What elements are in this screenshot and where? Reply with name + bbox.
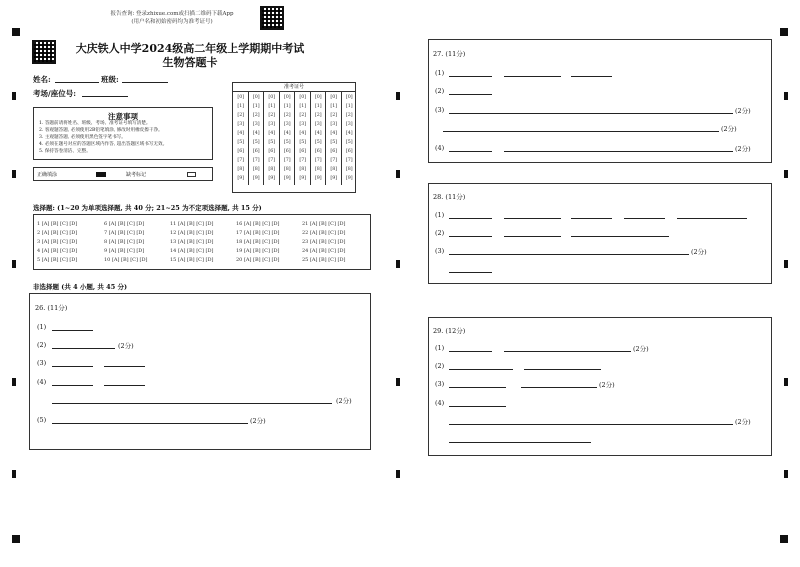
answer-line[interactable] xyxy=(571,76,612,77)
question-26-head: 26. (11分) xyxy=(35,304,68,312)
ticket-digit-bubble[interactable]: [3] xyxy=(237,122,245,127)
ticket-title: 准考证号 xyxy=(233,83,355,92)
timing-mark xyxy=(784,378,788,386)
answer-line[interactable] xyxy=(104,385,145,386)
ticket-digit-column xyxy=(311,92,327,185)
ticket-digit-bubble[interactable]: [2] xyxy=(252,113,260,118)
ticket-digit-bubble[interactable]: [3] xyxy=(345,122,353,127)
ticket-digit-bubble[interactable]: [1] xyxy=(345,104,353,109)
ticket-digit-bubble[interactable]: [0] xyxy=(330,95,338,100)
timing-mark xyxy=(12,170,16,178)
ticket-digit-bubble[interactable]: [1] xyxy=(314,104,322,109)
notice-item: 5. 保持答卷清洁、完整。 xyxy=(39,149,91,154)
choice-item[interactable]: 21 [A] [B] [C] [D] xyxy=(302,221,346,227)
q29-sub-4: (4) xyxy=(435,399,445,407)
page-title: 大庆铁人中学2024级高二年级上学期期中考试 xyxy=(75,42,305,55)
ticket-digit-bubble[interactable]: [9] xyxy=(237,176,245,181)
answer-line[interactable] xyxy=(677,218,747,219)
answer-line[interactable] xyxy=(449,218,492,219)
ticket-digit-bubble[interactable]: [2] xyxy=(268,113,276,118)
ticket-digit-bubble[interactable]: [2] xyxy=(237,113,245,118)
ticket-digit-bubble[interactable]: [1] xyxy=(268,104,276,109)
ticket-digit-bubble[interactable]: [1] xyxy=(237,104,245,109)
answer-line[interactable] xyxy=(449,406,506,407)
answer-line[interactable] xyxy=(449,387,506,388)
q27-sub-4-score: (2分) xyxy=(735,145,751,153)
timing-mark xyxy=(396,378,400,386)
ticket-digit-bubble[interactable]: [4] xyxy=(237,131,245,136)
answer-line[interactable] xyxy=(52,423,248,424)
answer-line[interactable] xyxy=(449,76,492,77)
timing-mark xyxy=(12,260,16,268)
answer-line[interactable] xyxy=(52,330,93,331)
choice-item[interactable]: 13 [A] [B] [C] [D] xyxy=(170,239,214,245)
ticket-digit-bubble[interactable]: [3] xyxy=(314,122,322,127)
ticket-digit-bubble[interactable]: [4] xyxy=(345,131,353,136)
ticket-digit-bubble[interactable]: [8] xyxy=(268,167,276,172)
ticket-digit-bubble[interactable]: [3] xyxy=(330,122,338,127)
answer-line[interactable] xyxy=(504,76,561,77)
qr-code-icon xyxy=(260,6,284,30)
ticket-digit-bubble[interactable]: [9] xyxy=(330,176,338,181)
nonchoice-section-title: 非选择题 (共 4 小题, 共 45 分) xyxy=(33,283,128,291)
name-field[interactable] xyxy=(55,82,99,83)
answer-line[interactable] xyxy=(449,236,492,237)
q29-sub-1: (1) xyxy=(435,344,445,352)
answer-line[interactable] xyxy=(104,366,145,367)
ticket-digit-bubble[interactable]: [5] xyxy=(283,140,291,145)
ticket-digit-bubble[interactable]: [0] xyxy=(345,95,353,100)
ticket-number-grid xyxy=(232,82,356,193)
choice-item[interactable]: 18 [A] [B] [C] [D] xyxy=(236,239,280,245)
q29-sub-3: (3) xyxy=(435,380,445,388)
ticket-digit-bubble[interactable]: [6] xyxy=(268,149,276,154)
ticket-digit-bubble[interactable]: [2] xyxy=(299,113,307,118)
ticket-digit-bubble[interactable]: [9] xyxy=(314,176,322,181)
answer-line[interactable] xyxy=(504,151,733,152)
choice-box xyxy=(33,214,371,270)
ticket-digit-bubble[interactable]: [6] xyxy=(237,149,245,154)
ticket-digit-column xyxy=(295,92,311,185)
class-field[interactable] xyxy=(122,82,168,83)
ticket-digit-bubble[interactable]: [8] xyxy=(314,167,322,172)
timing-mark xyxy=(784,260,788,268)
q29-sub-1-score: (2分) xyxy=(633,345,649,353)
timing-mark xyxy=(780,535,788,543)
choice-item[interactable]: 3 [A] [B] [C] [D] xyxy=(37,239,78,245)
timing-mark xyxy=(396,92,400,100)
ticket-digit-bubble[interactable]: [0] xyxy=(283,95,291,100)
timing-mark xyxy=(784,92,788,100)
ticket-digit-bubble[interactable]: [1] xyxy=(299,104,307,109)
ticket-digit-column xyxy=(342,92,358,185)
ticket-digit-bubble[interactable]: [7] xyxy=(299,158,307,163)
ticket-digit-bubble[interactable]: [4] xyxy=(330,131,338,136)
choice-item[interactable]: 25 [A] [B] [C] [D] xyxy=(302,257,346,263)
choice-item[interactable]: 16 [A] [B] [C] [D] xyxy=(236,221,280,227)
ticket-digit-bubble[interactable]: [7] xyxy=(330,158,338,163)
choice-item[interactable]: 7 [A] [B] [C] [D] xyxy=(104,230,145,236)
answer-line[interactable] xyxy=(571,236,669,237)
ticket-digit-bubble[interactable]: [9] xyxy=(345,176,353,181)
choice-item[interactable]: 6 [A] [B] [C] [D] xyxy=(104,221,145,227)
answer-line[interactable] xyxy=(443,131,719,132)
ticket-digit-column xyxy=(264,92,280,185)
notice-item: 2. 客观题答题, 必须使用2B铅笔填涂, 修改时用橡皮擦干净。 xyxy=(39,128,163,133)
ticket-digit-bubble[interactable]: [8] xyxy=(283,167,291,172)
q26-sub-2-score: (2分) xyxy=(118,342,134,350)
ticket-digit-bubble[interactable]: [9] xyxy=(268,176,276,181)
correct-fill-label: 正确填涂 xyxy=(37,172,58,178)
answer-line[interactable] xyxy=(449,94,492,95)
answer-line[interactable] xyxy=(52,385,93,386)
answer-line[interactable] xyxy=(449,113,733,114)
answer-line[interactable] xyxy=(449,442,591,443)
ticket-digit-bubble[interactable]: [6] xyxy=(252,149,260,154)
timing-mark xyxy=(780,28,788,36)
ticket-digit-bubble[interactable]: [5] xyxy=(237,140,245,145)
q27-sub-4: (4) xyxy=(435,144,445,152)
room-seat-field[interactable] xyxy=(82,96,128,97)
answer-line[interactable] xyxy=(52,366,93,367)
timing-mark xyxy=(12,92,16,100)
ticket-digit-bubble[interactable]: [6] xyxy=(345,149,353,154)
choice-item[interactable]: 2 [A] [B] [C] [D] xyxy=(37,230,78,236)
ticket-digit-bubble[interactable]: [8] xyxy=(252,167,260,172)
choice-item[interactable]: 24 [A] [B] [C] [D] xyxy=(302,248,346,254)
ticket-digit-bubble[interactable]: [2] xyxy=(345,113,353,118)
choice-item[interactable]: 5 [A] [B] [C] [D] xyxy=(37,257,78,263)
ticket-digit-column xyxy=(280,92,296,185)
q27-sub-2: (2) xyxy=(435,87,445,95)
choice-item[interactable]: 1 [A] [B] [C] [D] xyxy=(37,221,78,227)
ticket-digit-bubble[interactable]: [2] xyxy=(314,113,322,118)
ticket-digit-bubble[interactable]: [5] xyxy=(330,140,338,145)
notice-title: 注意事项 xyxy=(108,112,138,121)
ticket-digit-bubble[interactable]: [7] xyxy=(252,158,260,163)
ticket-digit-bubble[interactable]: [0] xyxy=(268,95,276,100)
question-26-box xyxy=(29,293,371,450)
ticket-digit-bubble[interactable]: [5] xyxy=(268,140,276,145)
timing-mark xyxy=(12,535,20,543)
answer-line[interactable] xyxy=(504,236,561,237)
choice-item[interactable]: 20 [A] [B] [C] [D] xyxy=(236,257,280,263)
ticket-digit-bubble[interactable]: [7] xyxy=(237,158,245,163)
ticket-digit-bubble[interactable]: [0] xyxy=(252,95,260,100)
q27-sub-3b-score: (2分) xyxy=(721,125,737,133)
ticket-digit-bubble[interactable]: [8] xyxy=(345,167,353,172)
question-27-box xyxy=(428,39,772,163)
choice-item[interactable]: 22 [A] [B] [C] [D] xyxy=(302,230,346,236)
ticket-digit-bubble[interactable]: [6] xyxy=(314,149,322,154)
page-subtitle: 生物答题卡 xyxy=(162,56,218,69)
q26-sub-4-score: (2分) xyxy=(336,397,352,405)
q26-sub-5: (5) xyxy=(37,416,47,424)
absent-mark-checkbox[interactable] xyxy=(187,172,196,177)
ticket-digit-bubble[interactable]: [6] xyxy=(299,149,307,154)
ticket-digit-bubble[interactable]: [0] xyxy=(314,95,322,100)
choice-item[interactable]: 11 [A] [B] [C] [D] xyxy=(170,221,214,227)
q28-sub-2: (2) xyxy=(435,229,445,237)
q28-sub-1: (1) xyxy=(435,211,445,219)
timing-mark xyxy=(12,470,16,478)
ticket-digit-column xyxy=(326,92,342,185)
choice-item[interactable]: 17 [A] [B] [C] [D] xyxy=(236,230,280,236)
ticket-digit-bubble[interactable]: [5] xyxy=(299,140,307,145)
ticket-digit-bubble[interactable]: [4] xyxy=(283,131,291,136)
ticket-digit-bubble[interactable]: [9] xyxy=(252,176,260,181)
choice-item[interactable]: 23 [A] [B] [C] [D] xyxy=(302,239,346,245)
ticket-digit-bubble[interactable]: [4] xyxy=(268,131,276,136)
q28-sub-3: (3) xyxy=(435,247,445,255)
ticket-digit-column xyxy=(249,92,265,185)
answer-line[interactable] xyxy=(624,218,665,219)
choice-item[interactable]: 15 [A] [B] [C] [D] xyxy=(170,257,214,263)
q27-sub-3: (3) xyxy=(435,106,445,114)
ticket-digit-bubble[interactable]: [8] xyxy=(330,167,338,172)
question-29-head: 29. (12分) xyxy=(433,327,466,335)
ticket-digit-bubble[interactable]: [2] xyxy=(283,113,291,118)
answer-line[interactable] xyxy=(504,218,561,219)
answer-line[interactable] xyxy=(504,351,631,352)
answer-line[interactable] xyxy=(571,218,612,219)
notice-item: 3. 主观题答题, 必须使用黑色签字笔书写。 xyxy=(39,135,126,140)
class-label: 班级: xyxy=(101,75,119,84)
notice-item: 1. 答题前请将姓名、班级、考场、准考证号填写清楚。 xyxy=(39,121,151,126)
ticket-digit-bubble[interactable]: [1] xyxy=(283,104,291,109)
answer-line[interactable] xyxy=(449,424,733,425)
ticket-digit-bubble[interactable]: [3] xyxy=(268,122,276,127)
q26-sub-1: (1) xyxy=(37,323,47,331)
name-label: 姓名: xyxy=(33,75,51,84)
ticket-digit-bubble[interactable]: [8] xyxy=(237,167,245,172)
answer-line[interactable] xyxy=(521,387,597,388)
ticket-digit-bubble[interactable]: [3] xyxy=(252,122,260,127)
choice-item[interactable]: 10 [A] [B] [C] [D] xyxy=(104,257,148,263)
ticket-digit-bubble[interactable]: [7] xyxy=(345,158,353,163)
report-query-note: 报告查询: 登录zhixue.com或扫描二维码下载App (用户名和初始密码均为准考证号) xyxy=(110,11,234,25)
ticket-digit-bubble[interactable]: [1] xyxy=(330,104,338,109)
correct-fill-sample xyxy=(96,172,106,177)
choice-item[interactable]: 9 [A] [B] [C] [D] xyxy=(104,248,145,254)
question-29-box xyxy=(428,317,772,456)
q29-sub-2: (2) xyxy=(435,362,445,370)
q27-sub-1: (1) xyxy=(435,69,445,77)
q26-sub-5-score: (2分) xyxy=(250,417,266,425)
q26-sub-3: (3) xyxy=(37,359,47,367)
q29-sub-4-score: (2分) xyxy=(735,418,751,426)
ticket-digit-bubble[interactable]: [1] xyxy=(252,104,260,109)
answer-line[interactable] xyxy=(449,254,689,255)
answer-line[interactable] xyxy=(449,272,492,273)
ticket-digit-bubble[interactable]: [5] xyxy=(345,140,353,145)
answer-line[interactable] xyxy=(449,151,492,152)
ticket-digit-bubble[interactable]: [4] xyxy=(252,131,260,136)
q26-sub-4: (4) xyxy=(37,378,47,386)
ticket-digit-bubble[interactable]: [2] xyxy=(330,113,338,118)
choice-item[interactable]: 8 [A] [B] [C] [D] xyxy=(104,239,145,245)
ticket-digit-bubble[interactable]: [0] xyxy=(299,95,307,100)
choice-item[interactable]: 19 [A] [B] [C] [D] xyxy=(236,248,280,254)
ticket-digit-bubble[interactable]: [9] xyxy=(283,176,291,181)
q28-sub-3-score: (2分) xyxy=(691,248,707,256)
ticket-digit-bubble[interactable]: [3] xyxy=(299,122,307,127)
timing-mark xyxy=(784,170,788,178)
ticket-digit-bubble[interactable]: [9] xyxy=(299,176,307,181)
choice-section-title: 选择题: (1~20 为单项选择题, 共 40 分; 21~25 为不定项选择题, 共 15 分) xyxy=(33,204,262,212)
ticket-digit-bubble[interactable]: [6] xyxy=(283,149,291,154)
timing-mark xyxy=(396,260,400,268)
timing-mark xyxy=(396,470,400,478)
ticket-digit-bubble[interactable]: [7] xyxy=(268,158,276,163)
ticket-digit-bubble[interactable]: [4] xyxy=(299,131,307,136)
notice-item: 4. 必须在题号对应的答题区域内作答, 超出答题区域书写无效。 xyxy=(39,142,168,147)
answer-line[interactable] xyxy=(524,369,601,370)
answer-line[interactable] xyxy=(52,403,332,404)
ticket-digit-bubble[interactable]: [6] xyxy=(330,149,338,154)
q27-sub-3-score: (2分) xyxy=(735,107,751,115)
question-28-box xyxy=(428,183,772,284)
ticket-digit-column xyxy=(233,92,249,185)
fill-example-box xyxy=(33,167,213,181)
timing-mark xyxy=(396,170,400,178)
notice-box xyxy=(33,107,213,160)
question-28-head: 28. (11分) xyxy=(433,193,466,201)
answer-line[interactable] xyxy=(449,351,492,352)
ticket-digit-bubble[interactable]: [0] xyxy=(237,95,245,100)
ticket-digit-bubble[interactable]: [7] xyxy=(283,158,291,163)
q29-sub-3-score: (2分) xyxy=(599,381,615,389)
ticket-digit-bubble[interactable]: [7] xyxy=(314,158,322,163)
ticket-digit-bubble[interactable]: [8] xyxy=(299,167,307,172)
question-27-head: 27. (11分) xyxy=(433,50,466,58)
timing-mark xyxy=(784,470,788,478)
ticket-digit-bubble[interactable]: [5] xyxy=(252,140,260,145)
ticket-digit-bubble[interactable]: [3] xyxy=(283,122,291,127)
choice-item[interactable]: 12 [A] [B] [C] [D] xyxy=(170,230,214,236)
timing-mark xyxy=(12,28,20,36)
choice-item[interactable]: 14 [A] [B] [C] [D] xyxy=(170,248,214,254)
ticket-digit-bubble[interactable]: [4] xyxy=(314,131,322,136)
q26-sub-2: (2) xyxy=(37,341,47,349)
answer-line[interactable] xyxy=(449,369,513,370)
timing-mark xyxy=(12,378,16,386)
answer-line[interactable] xyxy=(52,348,115,349)
ticket-digit-bubble[interactable]: [5] xyxy=(314,140,322,145)
absent-mark-label: 缺考标记 xyxy=(126,172,147,178)
room-seat-label: 考场/座位号: xyxy=(33,89,77,98)
choice-item[interactable]: 4 [A] [B] [C] [D] xyxy=(37,248,78,254)
